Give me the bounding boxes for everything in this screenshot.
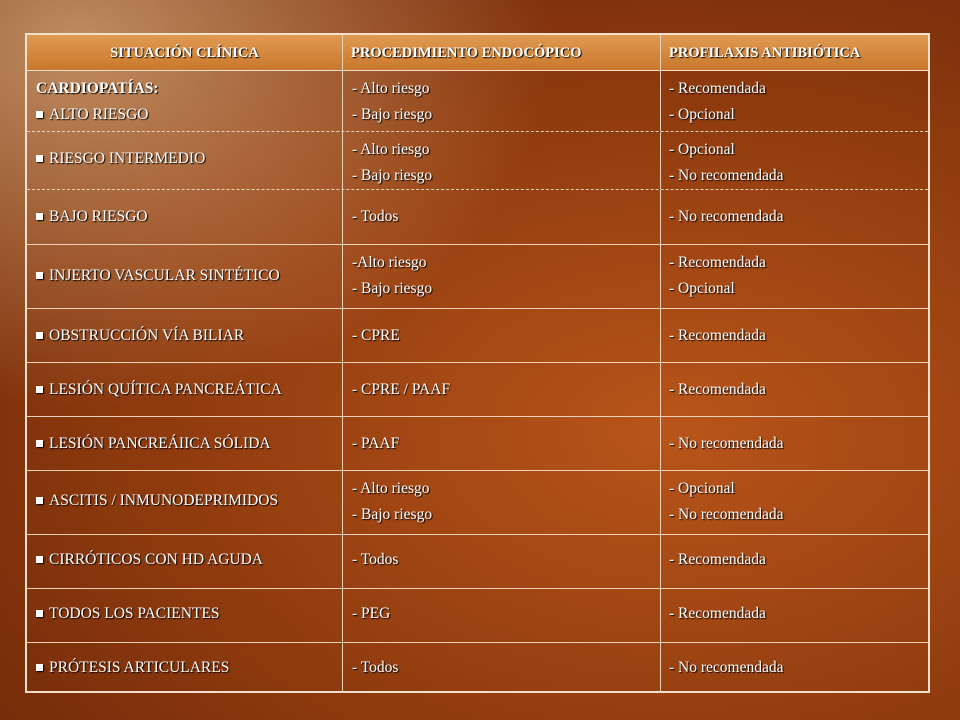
procedure-line: - Bajo riesgo [352,506,433,523]
prophylaxis-line: - No recomendada [669,506,784,523]
prophylaxis-line: - Opcional [669,480,735,497]
prophylaxis-table [25,33,930,693]
bullet-icon [36,664,43,671]
prophylaxis-line: - Recomendada [669,254,766,271]
procedure-line: - CPRE [352,327,400,344]
prophylaxis-line: - Recomendada [669,80,766,97]
procedure-line: - PAAF [352,435,400,452]
situation-label: RIESGO INTERMEDIO [49,150,206,167]
bullet-icon [36,610,43,617]
situation-label: TODOS LOS PACIENTES [49,605,220,622]
cardiopathies-title: CARDIOPATÍAS: [36,80,159,97]
table-row [27,308,928,362]
prophylaxis-line: - Recomendada [669,605,766,622]
situation-label: PRÓTESIS ARTICULARES [49,659,230,676]
table-row [27,71,928,131]
procedure-line: - Bajo riesgo [352,167,433,184]
bullet-icon [36,440,43,447]
prophylaxis-line: - Recomendada [669,551,766,568]
situation-label: LESIÓN QUÍTICA PANCREÁTICA [49,381,282,398]
situation-label: ASCITIS / INMUNODEPRIMIDOS [49,492,279,509]
table-row [27,244,928,308]
header-procedure: PROCEDIMIENTO ENDOCÓPICO [343,35,661,70]
bullet-icon [36,386,43,393]
header-situation: SITUACIÓN CLÍNICA [27,35,343,70]
procedure-line: - Alto riesgo [352,141,430,158]
bullet-icon [36,497,43,504]
table-row [27,642,928,693]
procedure-line: - CPRE / PAAF [352,381,451,398]
procedure-line: - Bajo riesgo [352,280,433,297]
procedure-line: - Alto riesgo [352,480,430,497]
table-row [27,534,928,588]
procedure-line: - Todos [352,659,399,676]
prophylaxis-line: - Opcional [669,141,735,158]
table-row [27,131,928,189]
table-row [27,189,928,244]
bullet-icon [36,111,43,118]
situation-label: BAJO RIESGO [49,208,148,225]
procedure-line: - Bajo riesgo [352,106,433,123]
situation-label: LESIÓN PANCREÁIICA SÓLIDA [49,435,271,452]
prophylaxis-line: - Recomendada [669,327,766,344]
procedure-line: -Alto riesgo [352,254,427,271]
bullet-icon [36,155,43,162]
header-prophylaxis: PROFILAXIS ANTIBIÓTICA [669,44,861,61]
situation-label: CIRRÓTICOS CON HD AGUDA [49,551,264,568]
prophylaxis-line: - No recomendada [669,659,784,676]
bullet-icon [36,272,43,279]
table-header-row [27,35,928,71]
prophylaxis-line: - No recomendada [669,208,784,225]
table-row [27,470,928,534]
situation-label: ALTO RIESGO [49,106,149,123]
bullet-icon [36,213,43,220]
prophylaxis-line: - Recomendada [669,381,766,398]
table-row [27,362,928,416]
procedure-line: - Alto riesgo [352,80,430,97]
bullet-icon [36,556,43,563]
prophylaxis-line: - Opcional [669,280,735,297]
prophylaxis-line: - No recomendada [669,167,784,184]
table-row [27,416,928,470]
table-row [27,588,928,642]
situation-label: INJERTO VASCULAR SINTÉTICO [49,267,280,284]
procedure-line: - Todos [352,208,399,225]
prophylaxis-line: - Opcional [669,106,735,123]
bullet-icon [36,332,43,339]
prophylaxis-line: - No recomendada [669,435,784,452]
procedure-line: - PEG [352,605,391,622]
procedure-line: - Todos [352,551,399,568]
situation-label: OBSTRUCCIÓN VÍA BILIAR [49,327,245,344]
